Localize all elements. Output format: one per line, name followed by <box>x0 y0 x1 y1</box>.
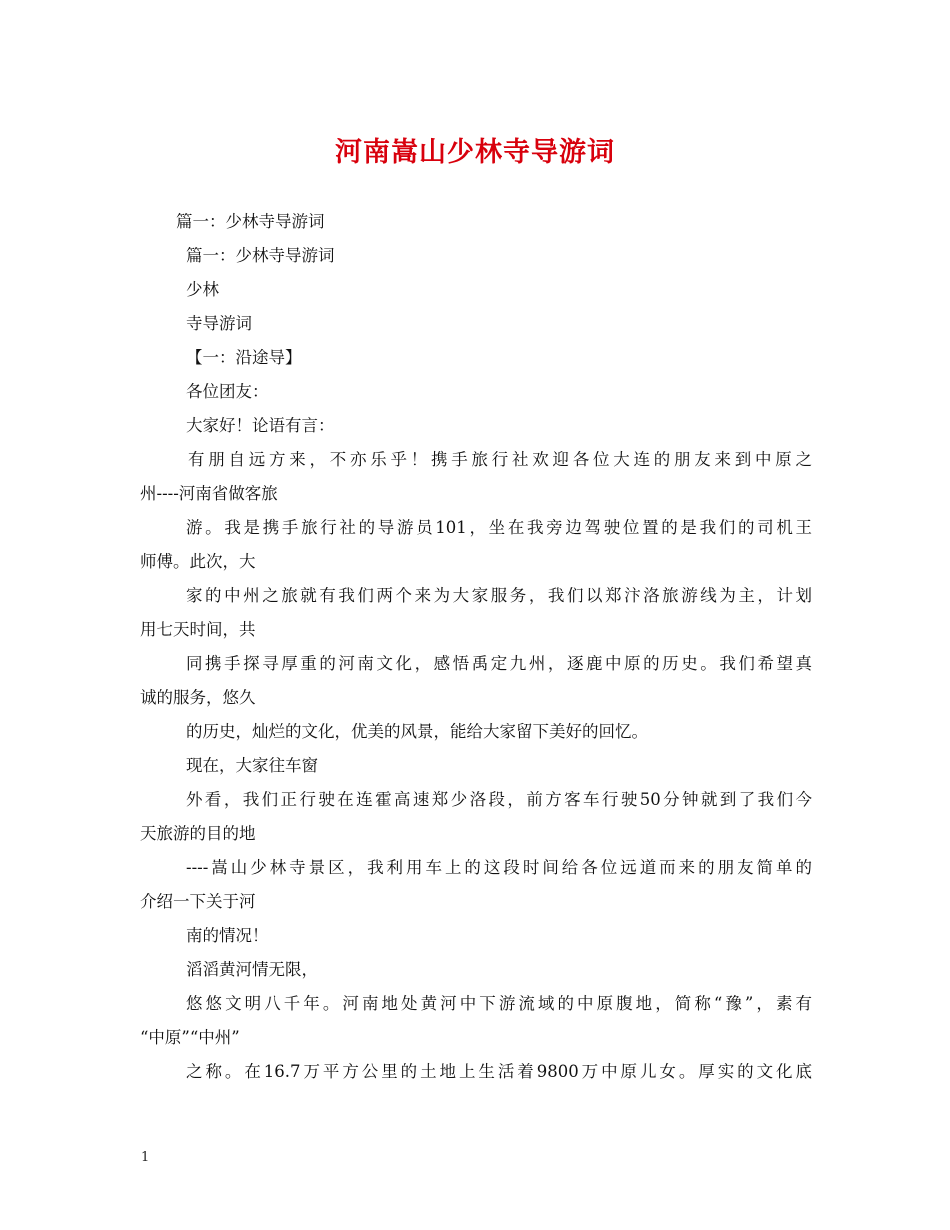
text-line: 介绍一下关于河 <box>140 892 256 911</box>
text-line: 家的中州之旅就有我们两个来为大家服务，我们以郑汴洛旅游线为主，计划 <box>186 586 812 605</box>
text-line: 诚的服务，悠久 <box>140 688 256 707</box>
text-line: 悠悠文明八千年。河南地处黄河中下游流域的中原腹地，简称“豫”，素有 <box>186 994 812 1013</box>
page-number: 1 <box>141 1150 150 1165</box>
text-line: 外看，我们正行驶在连霍高速郑少洛段，前方客车行驶50分钟就到了我们今 <box>186 790 812 809</box>
text-line: ----嵩山少林寺景区，我利用车上的这段时间给各位远道而来的朋友简单的 <box>186 858 812 877</box>
text-line: 同携手探寻厚重的河南文化，感悟禹定九州，逐鹿中原的历史。我们希望真 <box>186 654 812 673</box>
text-line: 滔滔黄河情无限， <box>186 960 318 979</box>
text-line: 少林 <box>186 280 219 299</box>
text-line: 大家好！论语有言： <box>186 416 335 435</box>
text-line: “中原”“中州” <box>140 1028 240 1047</box>
text-line: 有朋自远方来，不亦乐乎！携手旅行社欢迎各位大连的朋友来到中原之 <box>188 450 812 469</box>
text-line: 南的情况！ <box>186 926 269 945</box>
text-line: 【一：沿途导】 <box>186 348 302 367</box>
text-line: 之称。在16.7万平方公里的土地上生活着9800万中原儿女。厚实的文化底 <box>186 1062 812 1081</box>
document-title: 河南嵩山少林寺导游词 <box>335 137 615 168</box>
text-line: 篇一：少林寺导游词 <box>176 212 325 231</box>
text-line: 州----河南省做客旅 <box>140 484 278 503</box>
text-line: 寺导游词 <box>186 314 252 333</box>
document-body <box>140 205 812 1089</box>
text-line: 师傅。此次，大 <box>140 552 256 571</box>
text-line: 篇一：少林寺导游词 <box>186 246 335 265</box>
text-line: 的历史，灿烂的文化，优美的风景，能给大家留下美好的回忆。 <box>186 722 648 741</box>
text-line: 天旅游的目的地 <box>140 824 256 843</box>
text-line: 各位团友： <box>186 382 269 401</box>
text-line: 用七天时间，共 <box>140 620 256 639</box>
text-line: 游。我是携手旅行社的导游员101，坐在我旁边驾驶位置的是我们的司机王 <box>186 518 812 537</box>
text-line: 现在，大家往车窗 <box>186 756 318 775</box>
